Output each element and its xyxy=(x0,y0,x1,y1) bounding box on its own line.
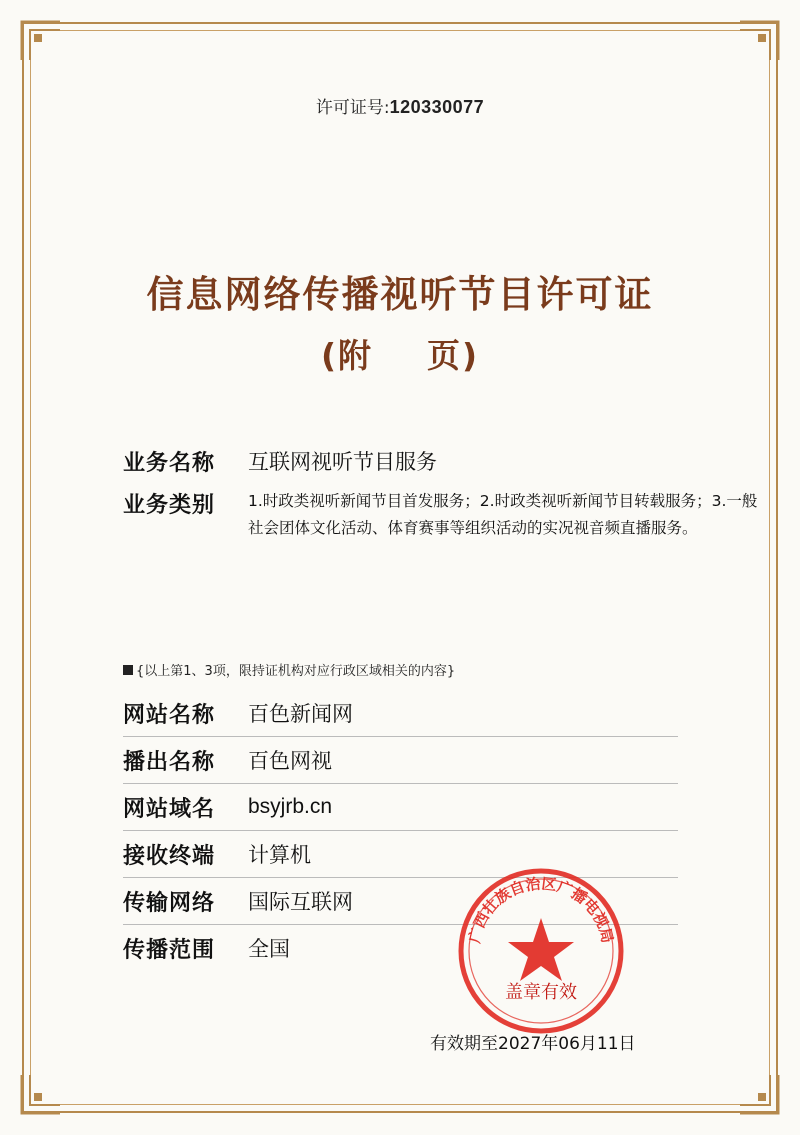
business-name-row xyxy=(123,446,437,477)
black-square-icon xyxy=(123,665,133,675)
license-number-value: 120330077 xyxy=(389,97,485,117)
star-icon xyxy=(508,918,574,981)
row-label: 接收终端 xyxy=(123,843,216,869)
row-label: 网站域名 xyxy=(123,796,216,822)
document-subtitle: (附 页) xyxy=(320,336,480,375)
table-row xyxy=(123,690,678,737)
corner-ornament-icon xyxy=(736,1071,782,1117)
scope-note xyxy=(123,660,455,679)
table-row xyxy=(123,784,678,831)
corner-ornament-icon xyxy=(736,18,782,64)
business-type-label: 业务类别 xyxy=(123,493,216,518)
row-label: 网站名称 xyxy=(123,702,216,728)
official-seal xyxy=(456,866,626,1036)
row-value: bsyjrb.cn xyxy=(248,795,333,818)
corner-ornament-icon xyxy=(18,18,64,64)
business-type-value: 1.时政类视听新闻节目首发服务；2.时政类视听新闻节目转载服务；3.一般社会团体文化活动、体育赛事等组织活动的实况视音频直播服务。 xyxy=(248,492,758,537)
license-number xyxy=(0,93,800,118)
row-value: 百色新闻网 xyxy=(248,702,353,726)
row-label: 传输网络 xyxy=(123,890,216,916)
corner-ornament-icon xyxy=(18,1071,64,1117)
row-value: 计算机 xyxy=(248,843,311,867)
seal-top-text: 广西壮族自治区广播电视局 xyxy=(465,874,617,945)
business-name-value: 互联网视听节目服务 xyxy=(248,450,437,474)
business-type-row xyxy=(123,488,768,542)
license-label: 许可证号: xyxy=(315,98,390,118)
document-title: 信息网络传播视听节目许可证 xyxy=(146,273,654,316)
row-value: 全国 xyxy=(248,937,290,961)
validity-date: 有效期至2027年06月11日 xyxy=(430,1034,636,1054)
row-value: 百色网视 xyxy=(248,749,332,773)
table-row xyxy=(123,737,678,784)
row-label: 传播范围 xyxy=(123,937,216,963)
business-name-label: 业务名称 xyxy=(123,451,216,476)
seal-center-text: 盖章有效 xyxy=(505,982,577,1003)
row-label: 播出名称 xyxy=(123,749,216,775)
scope-note-text: {以上第1、3项，限持证机构对应行政区域相关的内容} xyxy=(136,664,456,679)
row-value: 国际互联网 xyxy=(248,890,353,914)
